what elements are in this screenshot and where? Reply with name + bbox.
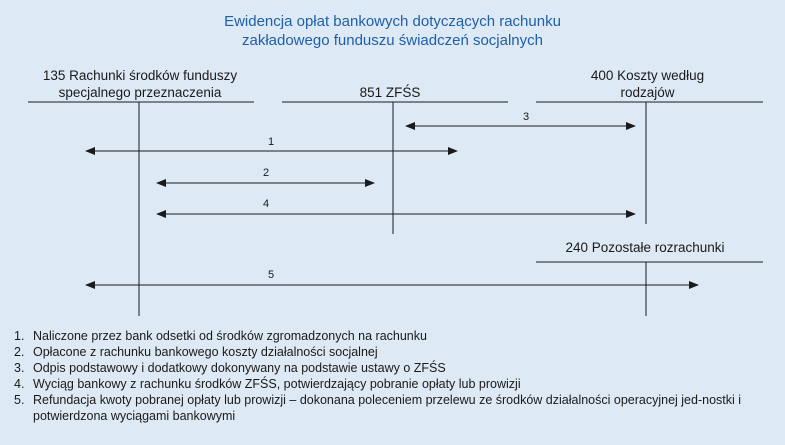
flow-1-label: 1 — [267, 136, 275, 148]
legend-item — [14, 376, 774, 392]
account-400-line-2: rodzajów — [620, 85, 675, 100]
legend-item-number: 1. — [14, 329, 25, 343]
account-851-line-1: 851 ZFŚS — [359, 85, 421, 100]
legend — [14, 328, 774, 424]
legend-item-text: Naliczone przez bank odsetki od środków zgromadzonych na rachunku — [33, 329, 427, 343]
flow-2-label: 2 — [262, 167, 270, 179]
legend-item-text: Refundacja kwoty pobranej opłaty lub prowizji – dokonana poleceniem przelewu ze środków działalności operacyjnej jed-nostki i potwierdzona wyciągami bankowymi — [33, 393, 742, 423]
legend-item-number: 4. — [14, 377, 25, 391]
legend-item — [14, 328, 774, 344]
flow-5-label: 5 — [267, 269, 275, 281]
legend-item-number: 5. — [14, 393, 25, 407]
flow-3-label: 3 — [522, 111, 530, 123]
title-line-2: zakładowego funduszu świadczeń socjalnych — [241, 32, 543, 49]
legend-item — [14, 344, 774, 360]
account-240-line-1: 240 Pozostałe rozrachunki — [565, 240, 725, 255]
title-line-1: Ewidencja opłat bankowych dotyczących rachunku — [224, 13, 561, 30]
account-135-line-2: specjalnego przeznaczenia — [58, 85, 222, 100]
flow-4-label: 4 — [262, 198, 270, 210]
account-400-line-1: 400 Koszty według — [590, 68, 705, 83]
legend-item-number: 3. — [14, 361, 25, 375]
legend-item-number: 2. — [14, 345, 25, 359]
legend-item-text: Opłacone z rachunku bankowego koszty działalności socjalnej — [33, 345, 378, 359]
legend-item — [14, 392, 774, 424]
legend-item-text: Odpis podstawowy i dodatkowy dokonywany na podstawie ustawy o ZFŚS — [33, 361, 446, 375]
account-135-line-1: 135 Rachunki środków funduszy — [42, 68, 238, 83]
legend-item — [14, 360, 774, 376]
legend-item-text: Wyciąg bankowy z rachunku środków ZFŚS, potwierdzający pobranie opłaty lub prowizji — [33, 377, 521, 391]
